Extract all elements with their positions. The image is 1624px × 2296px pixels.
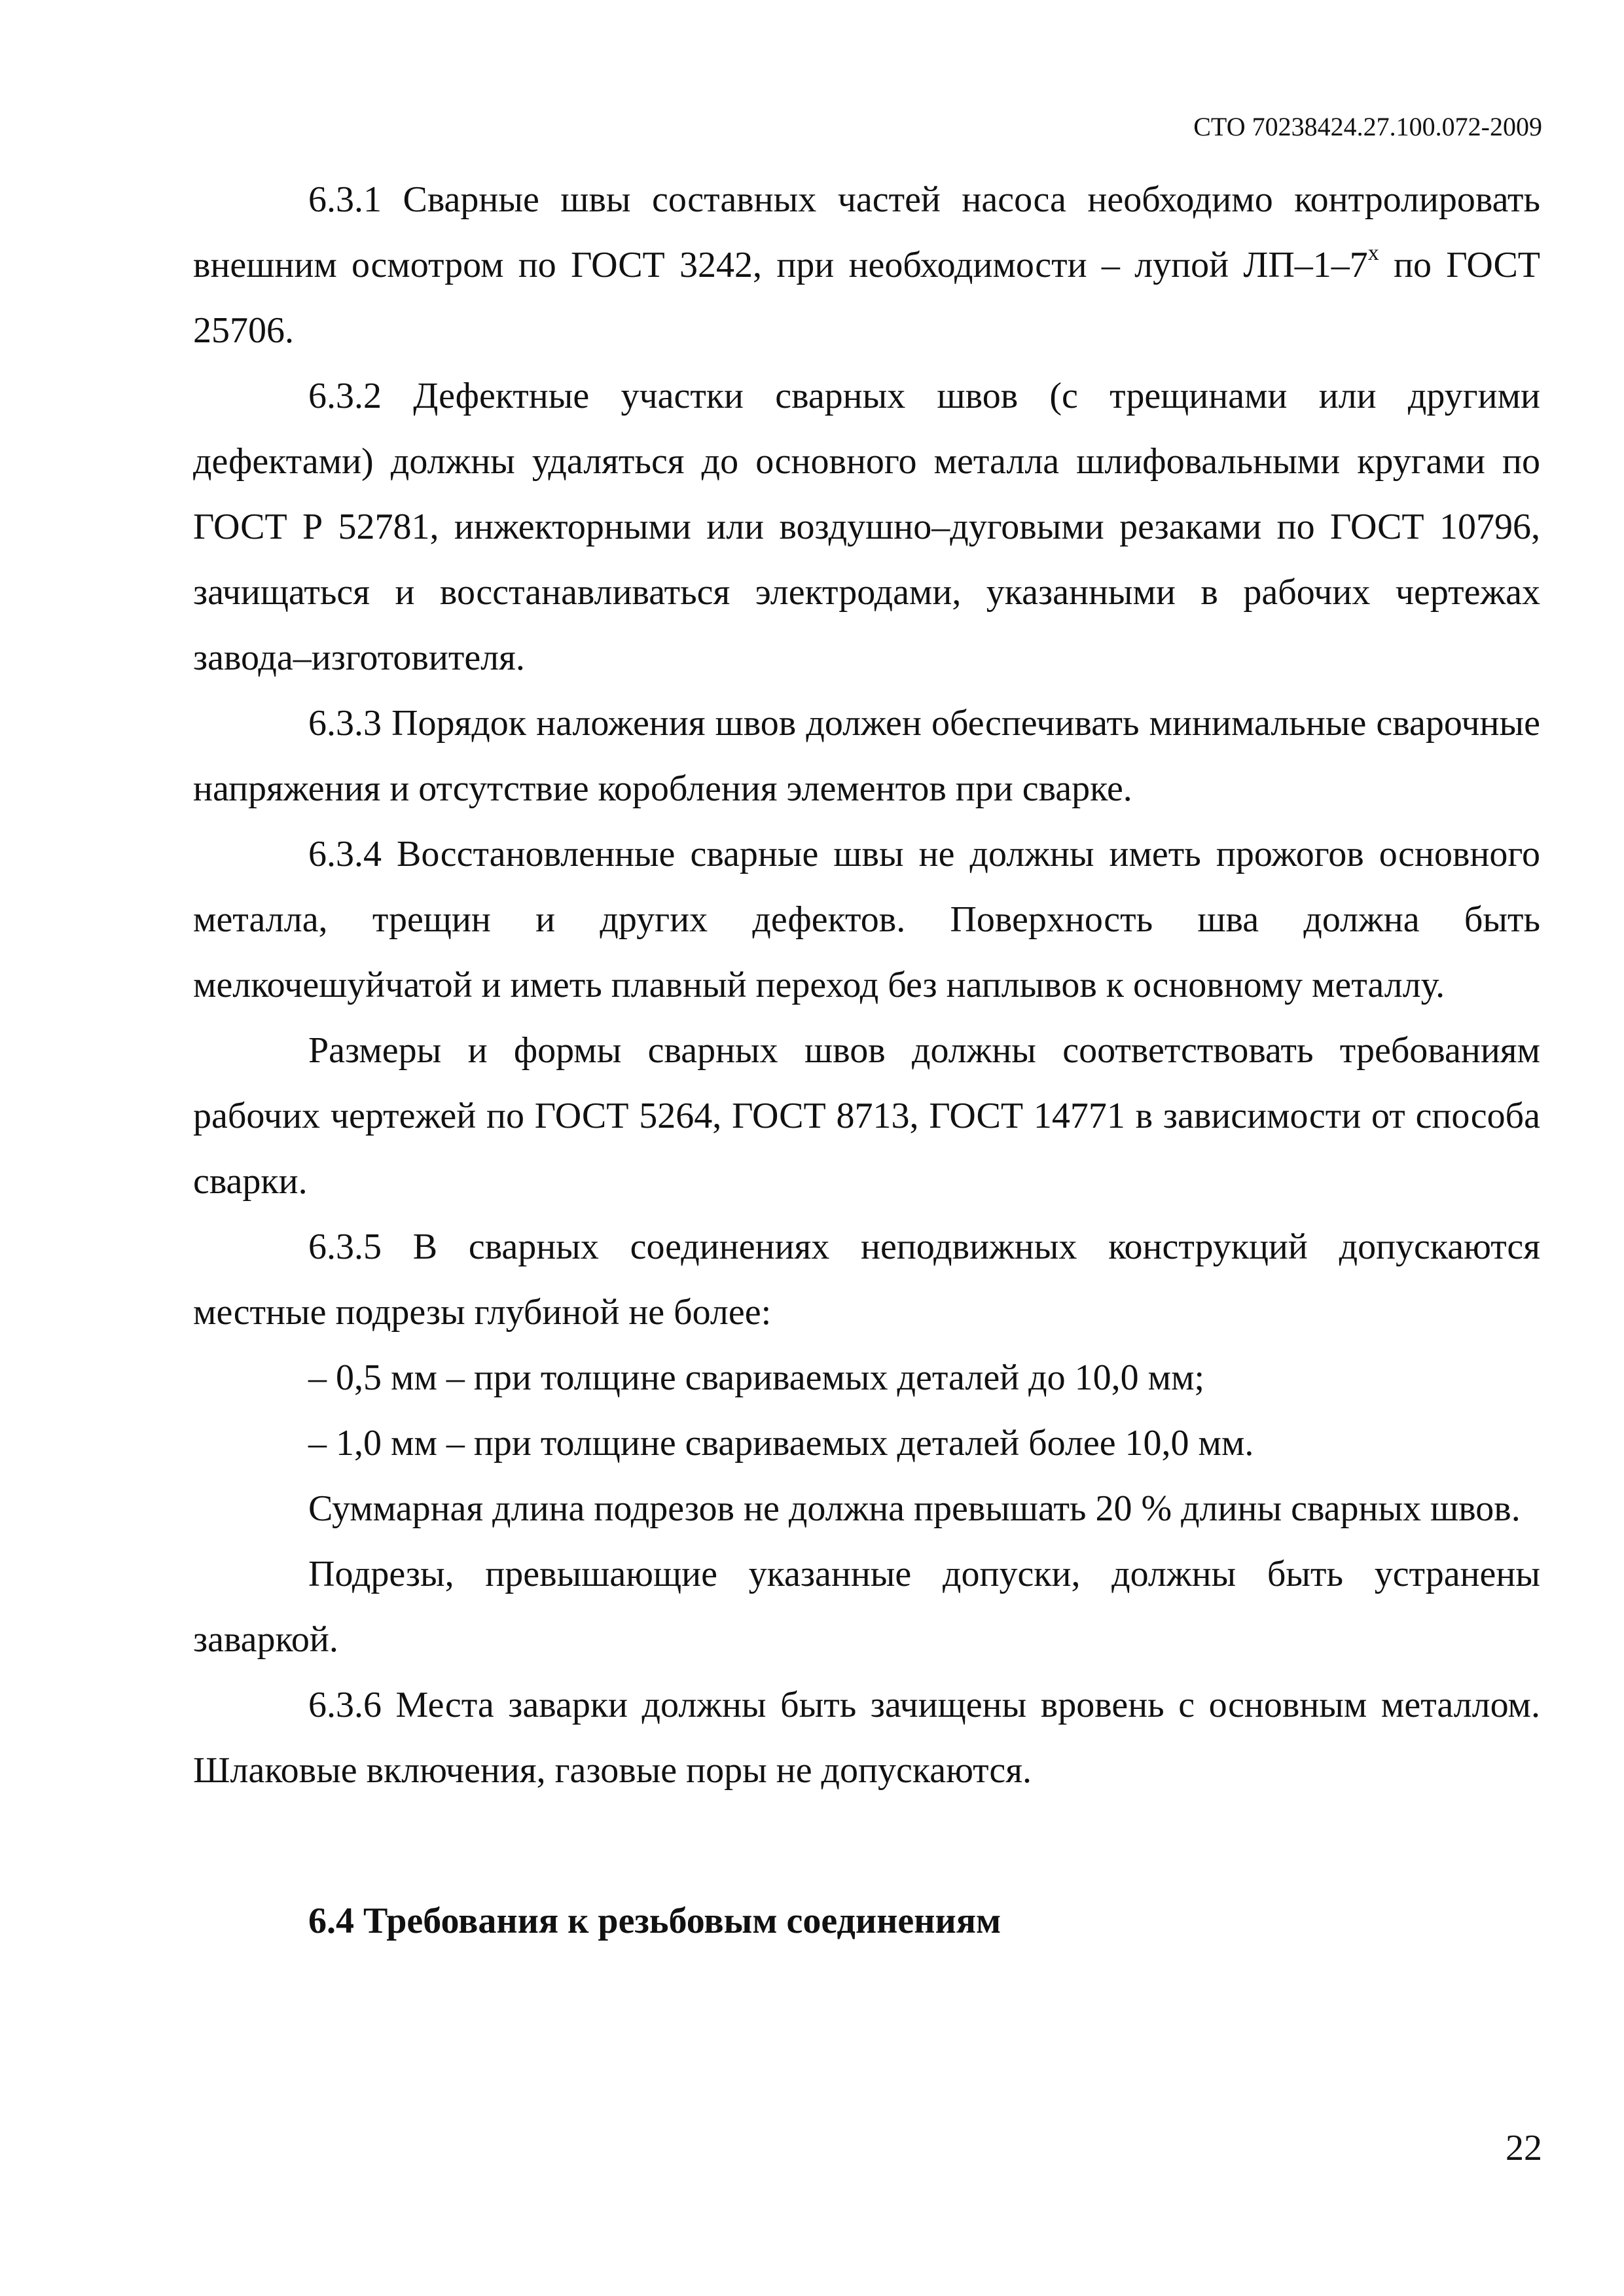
section-heading-6-4: 6.4 Требования к резьбовым соединениям: [308, 1901, 1001, 1941]
page-content: [193, 167, 1540, 1954]
superscript-mark: х: [1367, 241, 1379, 266]
paragraph-6-3-5: 6.3.5 В сварных соединениях неподвижных конструкций допускаются местные подрезы глубиной не более:: [193, 1227, 1540, 1333]
paragraph-undercut-total: Суммарная длина подрезов не должна превышать 20 % длины сварных швов.: [308, 1488, 1521, 1529]
list-item-undercut-1: – 0,5 мм – при толщине свариваемых деталей до 10,0 мм;: [308, 1357, 1205, 1398]
paragraph-6-3-3: 6.3.3 Порядок наложения швов должен обеспечивать минимальные сварочные напряжения и отсутствие коробления элементов при сварке.: [193, 703, 1540, 809]
paragraph-undercut-fix: Подрезы, превышающие указанные допуски, должны быть устранены заваркой.: [193, 1554, 1540, 1660]
document-code-header: СТО 70238424.27.100.072-2009: [1193, 112, 1542, 141]
paragraph-6-3-2: 6.3.2 Дефектные участки сварных швов (с трещинами или другими дефектами) должны удаляться до основного металла шлифовальными кругами по ГОСТ Р 52781, инжекторными или воздушно–дуговыми резаками по ГОСТ 10796, зачищаться и восстанавливаться электродами, указанными в рабочих чертежах завода–изготовителя.: [193, 376, 1540, 678]
paragraph-6-3-1: [193, 167, 1540, 363]
list-item-undercut-2: – 1,0 мм – при толщине свариваемых деталей более 10,0 мм.: [308, 1423, 1254, 1463]
page-number: 22: [1506, 2128, 1542, 2168]
paragraph-6-3-6: 6.3.6 Места заварки должны быть зачищены вровень с основным металлом. Шлаковые включения, газовые поры не допускаются.: [193, 1685, 1540, 1791]
paragraph-6-3-1-text: 6.3.1 Сварные швы составных частей насоса необходимо контролировать внешним осмотром по ГОСТ 3242, при необходимости – лупой ЛП–1–7: [193, 179, 1540, 285]
paragraph-weld-sizes: Размеры и формы сварных швов должны соответствовать требованиям рабочих чертежей по ГОСТ 5264, ГОСТ 8713, ГОСТ 14771 в зависимости от способа сварки.: [193, 1030, 1540, 1202]
paragraph-6-3-4: 6.3.4 Восстановленные сварные швы не должны иметь прожогов основного металла, трещин и других дефектов. Поверхность шва должна быть мелкочешуйчатой и иметь плавный переход без наплывов к основному металлу.: [193, 834, 1540, 1005]
paragraph-6-3-1-tail: по ГОСТ 25706.: [193, 245, 1540, 351]
